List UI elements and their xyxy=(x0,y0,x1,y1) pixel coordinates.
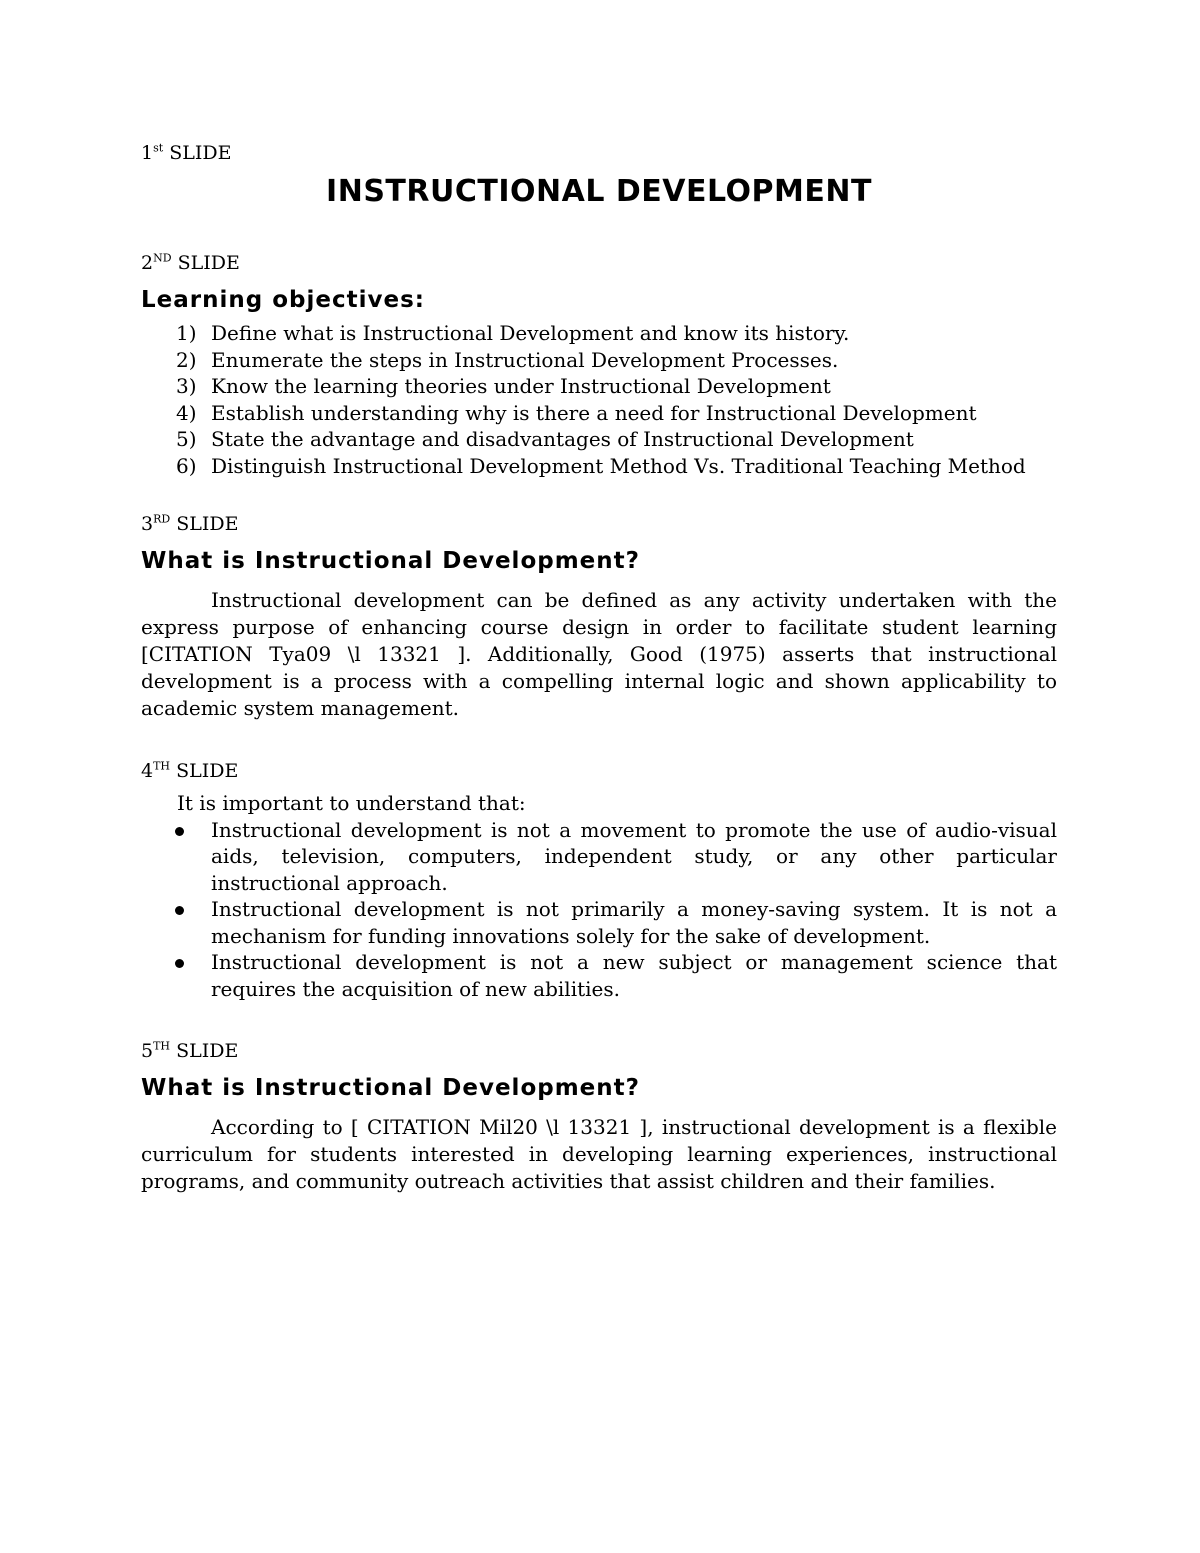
intro-text: It is important to understand that: xyxy=(177,791,526,815)
list-item: Instructional development is not a movement to promote the use of audio-visual aids, television, computers, independent study, or any other particular instructional approach. xyxy=(141,817,1057,897)
what-is-id-heading: What is Instructional Development? xyxy=(141,548,640,574)
definition-paragraph: Instructional development can be defined as any activity undertaken with the express purpose of enhancing course design in order to facilitate student learning [CITATION Tya09 \l 13321 ]. Additionally, Good (1975) asserts that instructional development is a process with a compelling internal logic and shown applicability to academic system management. xyxy=(141,588,1057,720)
slide-5-label: 5TH SLIDE xyxy=(141,1039,239,1062)
document-page xyxy=(141,140,1057,1195)
list-item: Instructional development is not primarily a money-saving system. It is not a mechanism for funding innovations solely for the sake of development. xyxy=(141,896,1057,949)
bullet-icon xyxy=(175,959,184,968)
citation-paragraph: According to [ CITATION Mil20 \l 13321 ], instructional development is a flexible curriculum for students interested in developing learning experiences, instructional programs, and community outreach activities that assist children and their families. xyxy=(141,1115,1057,1193)
slide-2-label: 2ND SLIDE xyxy=(141,251,240,274)
learning-objectives-heading: Learning objectives: xyxy=(141,287,425,313)
document-title: INSTRUCTIONAL DEVELOPMENT xyxy=(326,174,872,209)
list-item: 6) Distinguish Instructional Development Method Vs. Traditional Teaching Method xyxy=(176,453,1026,478)
list-item: 4) Establish understanding why is there a need for Instructional Development xyxy=(176,400,977,425)
slide-3-label: 3RD SLIDE xyxy=(141,512,239,535)
list-item: 2) Enumerate the steps in Instructional Development Processes. xyxy=(176,347,839,372)
list-item: 3) Know the learning theories under Instructional Development xyxy=(176,374,831,398)
list-item: Instructional development is not a new subject or management science that requires the acquisition of new abilities. xyxy=(141,949,1057,1002)
bullet-icon xyxy=(175,827,184,836)
bullet-icon xyxy=(175,906,184,915)
what-is-id-heading-2: What is Instructional Development? xyxy=(141,1075,640,1101)
bullet-list xyxy=(141,817,1057,1003)
objectives-list xyxy=(141,320,1057,479)
slide-4-label: 4TH SLIDE xyxy=(141,759,239,782)
list-item: 5) State the advantage and disadvantages of Instructional Development xyxy=(176,427,914,451)
slide-1-label: 1st SLIDE xyxy=(141,141,232,164)
list-item: 1) Define what is Instructional Development and know its history. xyxy=(176,321,850,345)
